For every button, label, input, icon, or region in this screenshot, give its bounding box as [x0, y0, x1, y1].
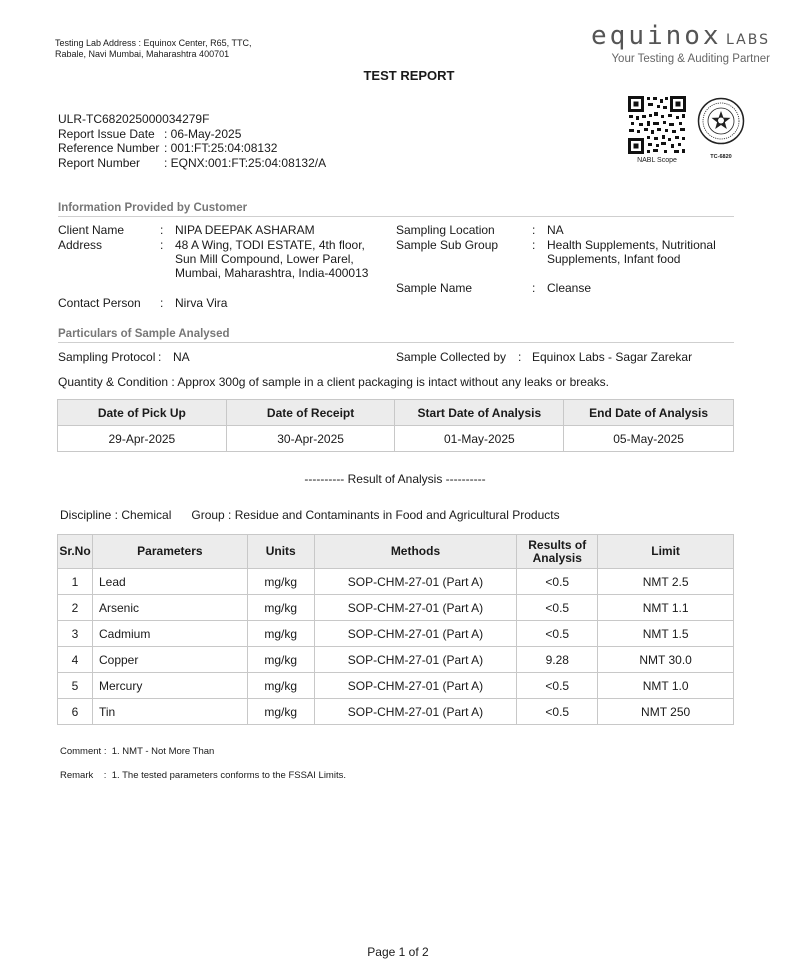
col-srno: Sr.No: [58, 535, 93, 569]
remark-note: Remark : 1. The tested parameters conforms to the FSSAI Limits.: [60, 770, 346, 781]
cell-srno: 2: [58, 595, 93, 621]
lab-address: Testing Lab Address : Equinox Center, R65, TTC, Rabale, Navi Mumbai, Maharashtra 400701: [55, 38, 252, 59]
protocol-value: NA: [173, 350, 190, 364]
collected-by-label: Sample Collected by: [396, 350, 507, 364]
cell-parameter: Arsenic: [92, 595, 247, 621]
pickup-date-header: Date of Pick Up: [58, 400, 227, 426]
cell-method: SOP-CHM-27-01 (Part A): [314, 569, 517, 595]
colon: :: [532, 223, 536, 237]
colon: :: [532, 281, 536, 295]
start-date-value: 01-May-2025: [395, 426, 564, 452]
client-name-label: Client Name: [58, 223, 125, 237]
colon: :: [160, 296, 164, 310]
receipt-date-header: Date of Receipt: [226, 400, 395, 426]
cell-parameter: Copper: [92, 647, 247, 673]
cell-limit: NMT 1.0: [598, 673, 734, 699]
comment-note: Comment : 1. NMT - Not More Than: [60, 746, 215, 757]
cell-limit: NMT 2.5: [598, 569, 734, 595]
cell-srno: 6: [58, 699, 93, 725]
issue-date-label: Report Issue Date: [58, 126, 155, 141]
cell-units: mg/kg: [247, 621, 314, 647]
sample-sub-group-value: Health Supplements, Nutritional Supplements, Infant food: [547, 238, 716, 266]
results-table: [57, 534, 734, 725]
sampling-location-value: NA: [547, 223, 564, 237]
cell-limit: NMT 1.5: [598, 621, 734, 647]
col-methods: Methods: [314, 535, 517, 569]
logo-tagline: Your Testing & Auditing Partner: [611, 53, 770, 65]
report-number-label: Report Number: [58, 156, 141, 171]
discipline-line: [60, 508, 560, 522]
logo-labs: LABS: [726, 32, 770, 48]
discipline: Discipline : Chemical: [60, 508, 172, 522]
colon: :: [160, 223, 164, 237]
cell-result: <0.5: [517, 699, 598, 725]
sample-sub-group-label: Sample Sub Group: [396, 238, 499, 252]
end-date-value: 05-May-2025: [564, 426, 734, 452]
cell-units: mg/kg: [247, 673, 314, 699]
cell-srno: 4: [58, 647, 93, 673]
ulr-number: ULR-TC682025000034279F: [58, 112, 210, 126]
sample-name-label: Sample Name: [396, 281, 473, 295]
col-units: Units: [247, 535, 314, 569]
receipt-date-value: 30-Apr-2025: [226, 426, 395, 452]
cell-method: SOP-CHM-27-01 (Part A): [314, 699, 517, 725]
colon: :: [532, 238, 536, 252]
cell-method: SOP-CHM-27-01 (Part A): [314, 595, 517, 621]
cell-parameter: Mercury: [92, 673, 247, 699]
cell-method: SOP-CHM-27-01 (Part A): [314, 621, 517, 647]
colon: :: [518, 350, 522, 364]
table-row: [58, 673, 734, 699]
collected-by-value: Equinox Labs - Sagar Zarekar: [532, 350, 693, 364]
end-date-header: End Date of Analysis: [564, 400, 734, 426]
cell-method: SOP-CHM-27-01 (Part A): [314, 647, 517, 673]
cell-srno: 3: [58, 621, 93, 647]
start-date-header: Start Date of Analysis: [395, 400, 564, 426]
contact-label: Contact Person: [58, 296, 141, 310]
result-of-analysis-heading: ---------- Result of Analysis ----------: [304, 472, 486, 486]
cell-parameter: Cadmium: [92, 621, 247, 647]
col-limit: Limit: [598, 535, 734, 569]
cell-limit: NMT 250: [598, 699, 734, 725]
cell-result: <0.5: [517, 673, 598, 699]
equinox-logo: [590, 20, 770, 65]
seal-caption: TC-6820: [710, 154, 732, 160]
client-name-value: NIPA DEEPAK ASHARAM: [175, 223, 315, 237]
protocol-label: Sampling Protocol: [58, 350, 156, 364]
report-identifiers: [58, 112, 326, 171]
table-row: [58, 621, 734, 647]
qr-code-icon[interactable]: [627, 95, 687, 155]
page-number: Page 1 of 2: [367, 945, 429, 959]
cell-srno: 1: [58, 569, 93, 595]
cell-parameter: Tin: [92, 699, 247, 725]
customer-section-title: Information Provided by Customer: [58, 202, 734, 217]
sample-section-title: Particulars of Sample Analysed: [58, 328, 734, 343]
cell-limit: NMT 1.1: [598, 595, 734, 621]
table-row: [58, 595, 734, 621]
colon: :: [158, 350, 162, 364]
sample-name-value: Cleanse: [547, 281, 592, 295]
dates-table: [57, 399, 734, 452]
contact-value: Nirva Vira: [175, 296, 228, 310]
logo-name: equinox: [591, 21, 722, 51]
pickup-date-value: 29-Apr-2025: [58, 426, 227, 452]
accreditation-seal-icon: [697, 97, 745, 145]
cell-units: mg/kg: [247, 569, 314, 595]
table-row: [58, 647, 734, 673]
report-number-value: : EQNX:001:FT:25:04:08132/A: [164, 156, 327, 171]
cell-units: mg/kg: [247, 699, 314, 725]
cell-srno: 5: [58, 673, 93, 699]
cell-units: mg/kg: [247, 647, 314, 673]
address-label: Address: [58, 238, 103, 252]
cell-method: SOP-CHM-27-01 (Part A): [314, 673, 517, 699]
sampling-location-label: Sampling Location: [396, 223, 495, 237]
issue-date-value: : 06-May-2025: [164, 126, 242, 141]
table-row: [58, 569, 734, 595]
cell-parameter: Lead: [92, 569, 247, 595]
report-title: TEST REPORT: [363, 68, 455, 83]
colon: :: [160, 238, 164, 252]
reference-label: Reference Number: [58, 141, 160, 156]
cell-result: <0.5: [517, 621, 598, 647]
address-value: 48 A Wing, TODI ESTATE, 4th floor, Sun Mill Compound, Lower Parel, Mumbai, Maharashtra, India-400013: [175, 238, 369, 280]
col-parameters: Parameters: [92, 535, 247, 569]
cell-result: 9.28: [517, 647, 598, 673]
table-row: [58, 699, 734, 725]
cell-limit: NMT 30.0: [598, 647, 734, 673]
col-results: Results of Analysis: [517, 535, 598, 569]
cell-units: mg/kg: [247, 595, 314, 621]
quantity-condition: Quantity & Condition : Approx 300g of sample in a client packaging is intact without any leaks or breaks.: [58, 375, 609, 389]
cell-result: <0.5: [517, 569, 598, 595]
reference-value: : 001:FT:25:04:08132: [164, 141, 278, 156]
cell-result: <0.5: [517, 595, 598, 621]
group: Group : Residue and Contaminants in Food and Agricultural Products: [191, 508, 560, 522]
qr-caption: NABL Scope: [637, 157, 677, 164]
